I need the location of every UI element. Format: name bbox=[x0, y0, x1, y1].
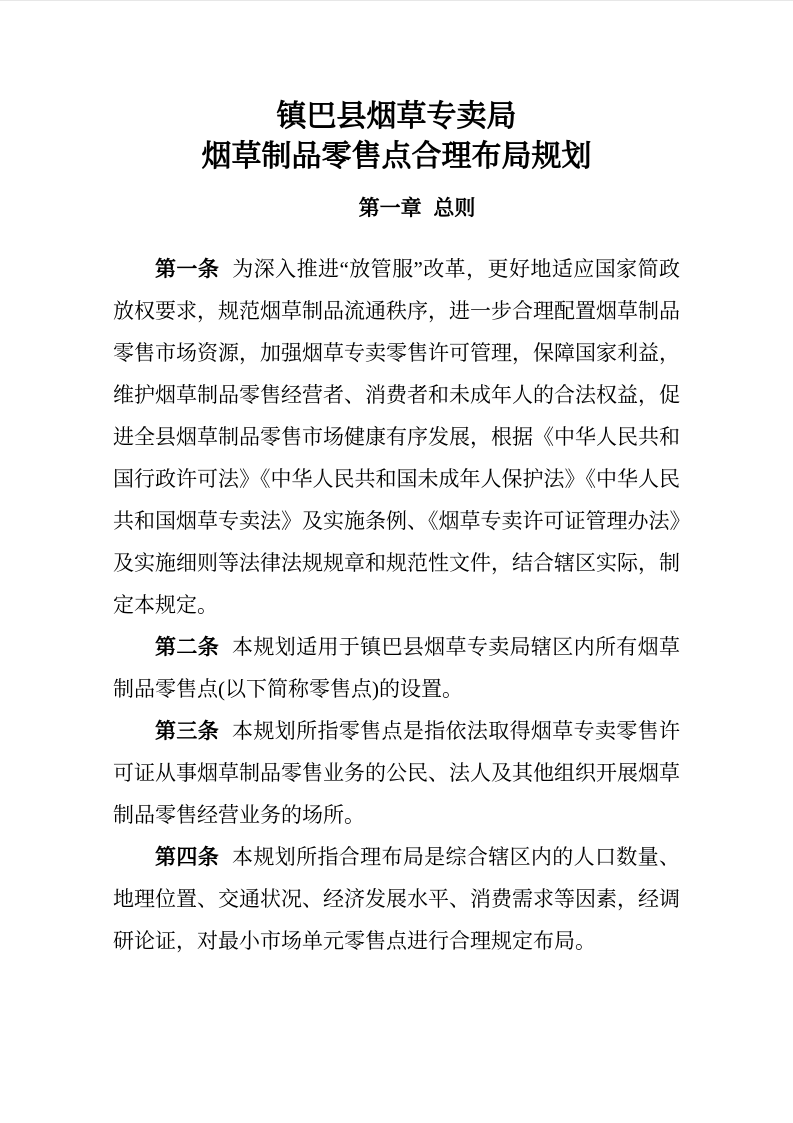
article-3-number: 第三条 bbox=[155, 719, 220, 743]
title-line-1: 镇巴县烟草专卖局 bbox=[276, 100, 517, 133]
article-2 bbox=[113, 626, 680, 710]
title-line-2: 烟草制品零售点合理布局规划 bbox=[201, 140, 592, 173]
article-2-text: 本规划适用于镇巴县烟草专卖局辖区内所有烟草制品零售点(以下简称零售点)的设置。 bbox=[113, 635, 681, 701]
article-4 bbox=[113, 836, 680, 962]
article-3-text: 本规划所指零售点是指依法取得烟草专卖零售许可证从事烟草制品零售业务的公民、法人及其他组织开展烟草制品零售经营业务的场所。 bbox=[113, 719, 681, 827]
article-2-number: 第二条 bbox=[155, 635, 220, 659]
article-1-number: 第一条 bbox=[155, 257, 220, 281]
article-3 bbox=[113, 710, 680, 836]
article-4-text: 本规划所指合理布局是综合辖区内的人口数量、地理位置、交通状况、经济发展水平、消费需求等因素，经调研论证，对最小市场单元零售点进行合理规定布局。 bbox=[113, 845, 681, 953]
document-body bbox=[113, 248, 680, 962]
article-1-text: 为深入推进“放管服”改革，更好地适应国家简政放权要求，规范烟草制品流通秩序，进一步合理配置烟草制品零售市场资源，加强烟草专卖零售许可管理，保障国家利益，维护烟草制品零售经营者、消费者和未成年人的合法权益，促进全县烟草制品零售市场健康有序发展，根据《中华人民共和国行政许可法》《中华人民共和国未成年人保护法》《中华人民共和国烟草专卖法》及实施条例、《烟草专卖许可证管理办法》及实施细则等法律法规规章和规范性文件，结合辖区实际，制定本规定。 bbox=[113, 257, 681, 617]
article-1 bbox=[113, 248, 680, 626]
document-content bbox=[113, 1, 680, 962]
chapter-heading: 第一章 总则 bbox=[358, 197, 476, 220]
document-title bbox=[113, 97, 680, 177]
article-4-number: 第四条 bbox=[155, 845, 220, 869]
